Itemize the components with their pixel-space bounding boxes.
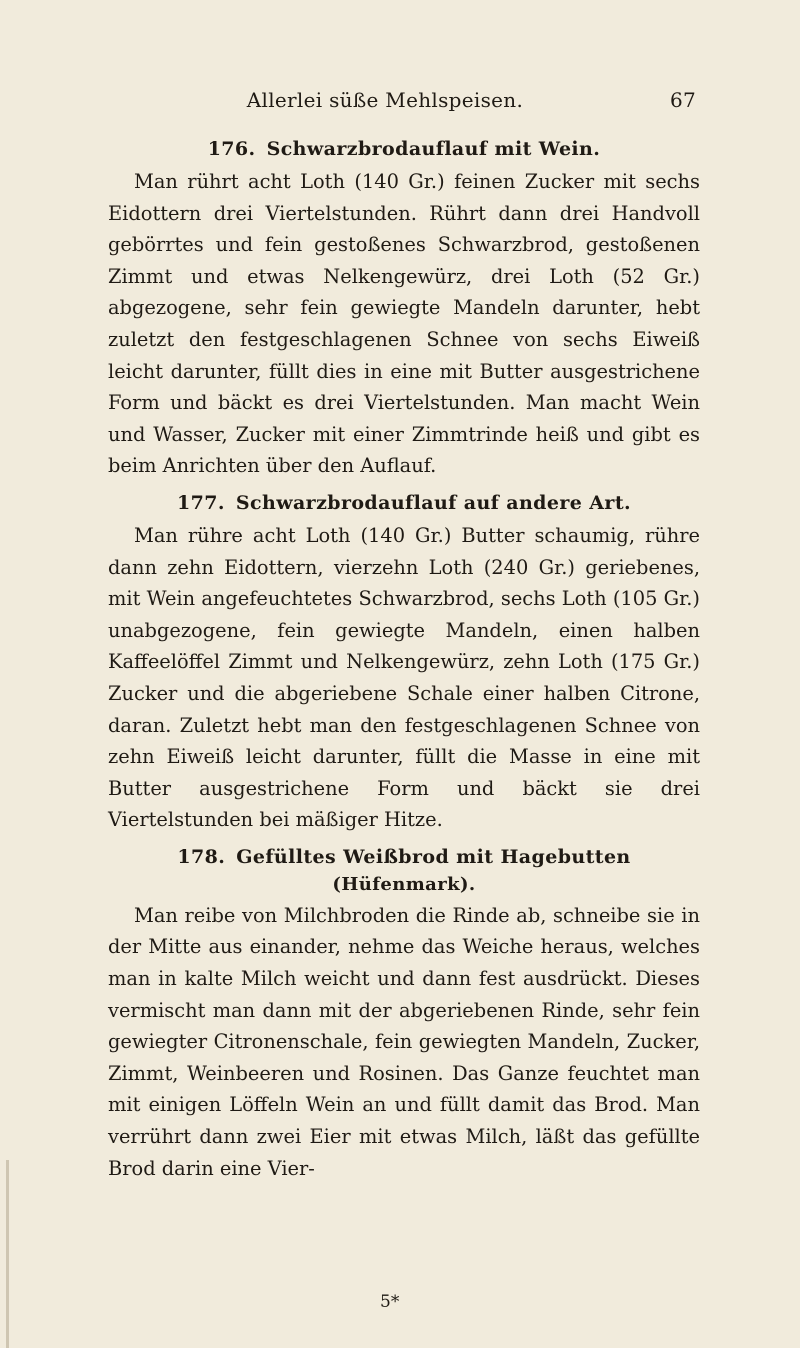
recipe-title: Schwarzbrodauflauf mit Wein. [266, 138, 601, 160]
recipe-text: Man rühre acht Loth (140 Gr.) Butter schaumig, rühre dann zehn Eidottern, vierzehn Loth (240 Gr.) geriebenes, mit Wein angefeuchtetes Schwarzbrod, sechs Loth (105 Gr.) unabgezogene, fein gewiegte Mandeln, einen halben Kaffeelöffel Zimmt und Nelkengewürz, zehn Loth (175 Gr.) Zucker und die abgeriebene Schale einer halben Citrone, daran. Zuletzt hebt man den festgeschlagenen Schnee von zehn Eiweiß leicht darunter, füllt die Masse in eine mit Butter ausgestrichene Form und bäckt sie drei Viertelstunden bei mäßiger Hitze. [108, 523, 700, 832]
recipe-text: Man reibe von Milchbroden die Rinde ab, schneibe sie in der Mitte aus einander, nehme das Weiche heraus, welches man in kalte Milch weicht und dann fest ausdrückt. Dieses vermischt man dann mit der abgeriebenen Rinde, sehr fein gewiegter Citronenschale, fein gewiegten Mandeln, Zucker, Zimmt, Weinbeeren und Rosinen. Das Ganze feuchtet man mit einigen Löffeln Wein an und füllt damit das Brod. Man verrührt dann zwei Eier mit etwas Milch, läßt das gefüllte Brod darin eine Vier- [108, 903, 700, 1180]
header-title: Allerlei süße Mehlspeisen. [246, 88, 524, 112]
recipe-text: Man rührt acht Loth (140 Gr.) feinen Zucker mit sechs Eidottern drei Viertelstunden. Rührt dann drei Handvoll gebörrtes und fein gestoßenes Schwarzbrod, gestoßenen Zimmt und etwas Nelkengewürz, drei Loth (52 Gr.) abgezogene, sehr fein gewiegte Mandeln darunter, hebt zuletzt den festgeschlagenen Schnee von sechs Eiweiß leicht darunter, füllt dies in eine mit Butter ausgestrichene Form und bäckt es drei Viertelstunden. Man macht Wein und Wasser, Zucker mit einer Zimmtrinde heiß und gibt es beim Anrichten über den Auflauf. [108, 170, 700, 478]
recipe-title: Gefülltes Weißbrod mit Hagebutten [236, 845, 631, 868]
recipe-heading [108, 842, 700, 898]
page-number: 67 [669, 88, 696, 112]
recipe-number: 178. [177, 845, 226, 868]
recipe-number: 176. [207, 138, 256, 160]
recipe-heading [108, 488, 700, 518]
recipe-heading [108, 134, 700, 164]
running-header [100, 88, 696, 112]
recipe-subtitle: (Hüfenmark). [332, 873, 476, 895]
binding-edge [6, 1160, 9, 1348]
page-content [108, 128, 700, 1184]
recipe-177 [108, 488, 700, 836]
recipe-178 [108, 842, 700, 1184]
recipe-title: Schwarzbrodauflauf auf andere Art. [235, 491, 632, 514]
signature-mark: 5* [380, 1292, 400, 1312]
recipe-number: 177. [176, 491, 225, 514]
recipe-176 [108, 134, 700, 482]
